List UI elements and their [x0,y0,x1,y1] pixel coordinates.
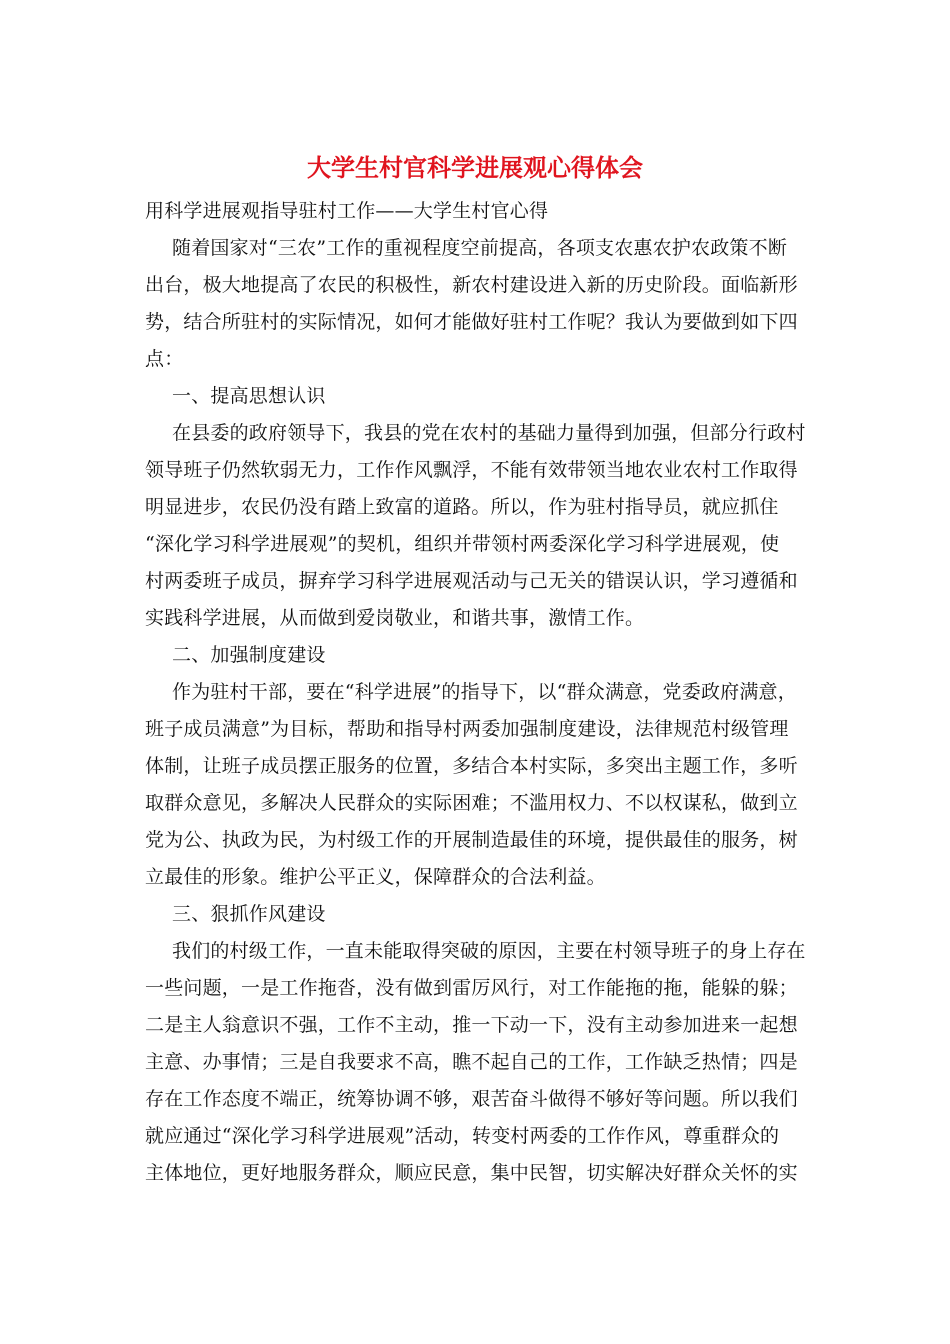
paragraph-line: 主体地位，更好地服务群众，顺应民意，集中民智，切实解决好群众关怀的实 [145,1162,798,1184]
paragraph-line: 村两委班子成员，摒弃学习科学进展观活动与己无关的错误认识，学习遵循和 [145,570,798,592]
paragraph-line: 在县委的政府领导下，我县的党在农村的基础力量得到加强，但部分行政村 [172,422,806,444]
paragraph-line: 二是主人翁意识不强，工作不主动，推一下动一下，没有主动参加进来一起想 [145,1014,798,1036]
subtitle-line: 用科学进展观指导驻村工作——大学生村官心得 [145,200,549,222]
paragraph-line: 党为公、执政为民，为村级工作的开展制造最佳的环境，提供最佳的服务，树 [145,829,798,851]
paragraph-line: 明显进步，农民仍没有踏上致富的道路。所以，作为驻村指导员，就应抓住 [145,496,779,518]
paragraph-line: 出台，极大地提高了农民的积极性，新农村建设进入新的历史阶段。面临新形 [145,274,798,296]
paragraph-line: 就应通过“深化学习科学进展观”活动，转变村两委的工作作风，尊重群众的 [145,1125,780,1147]
paragraph-line: 势，结合所驻村的实际情况，如何才能做好驻村工作呢？我认为要做到如下四 [145,311,798,333]
paragraph-line: 体制，让班子成员摆正服务的位置，多结合本村实际，多突出主题工作，多听 [145,755,798,777]
section-heading: 二、加强制度建设 [172,644,326,666]
paragraph-line: 我们的村级工作，一直未能取得突破的原因，主要在村领导班子的身上存在 [172,940,806,962]
paragraph-line: 立最佳的形象。维护公平正义，保障群众的合法利益。 [145,866,606,888]
section-heading: 三、狠抓作风建设 [172,903,326,925]
paragraph-line: 取群众意见，多解决人民群众的实际困难；不滥用权力、不以权谋私，做到立 [145,792,798,814]
paragraph-line: 实践科学进展，从而做到爱岗敬业，和谐共事，激情工作。 [145,607,645,629]
paragraph-line: 一些问题，一是工作拖沓，没有做到雷厉风行，对工作能拖的拖，能躲的躲； [145,977,798,999]
paragraph-line: 作为驻村干部，要在“科学进展”的指导下，以“群众满意，党委政府满意， [172,681,797,703]
paragraph-line: 班子成员满意”为目标，帮助和指导村两委加强制度建设，法律规范村级管理 [145,718,789,740]
paragraph-line: 随着国家对“三农”工作的重视程度空前提高，各项支农惠农护农政策不断 [172,237,788,259]
document-title: 大学生村官科学进展观心得体会 [307,153,643,182]
paragraph-line: 领导班子仍然软弱无力，工作作风飘浮，不能有效带领当地农业农村工作取得 [145,459,798,481]
section-heading: 一、提高思想认识 [172,385,326,407]
paragraph-line: 存在工作态度不端正，统筹协调不够，艰苦奋斗做得不够好等问题。所以我们 [145,1088,798,1110]
paragraph-line: 主意、办事情；三是自我要求不高，瞧不起自己的工作，工作缺乏热情；四是 [145,1051,798,1073]
paragraph-line: “深化学习科学进展观”的契机，组织并带领村两委深化学习科学进展观，使 [145,533,780,555]
paragraph-line: 点： [145,348,184,370]
